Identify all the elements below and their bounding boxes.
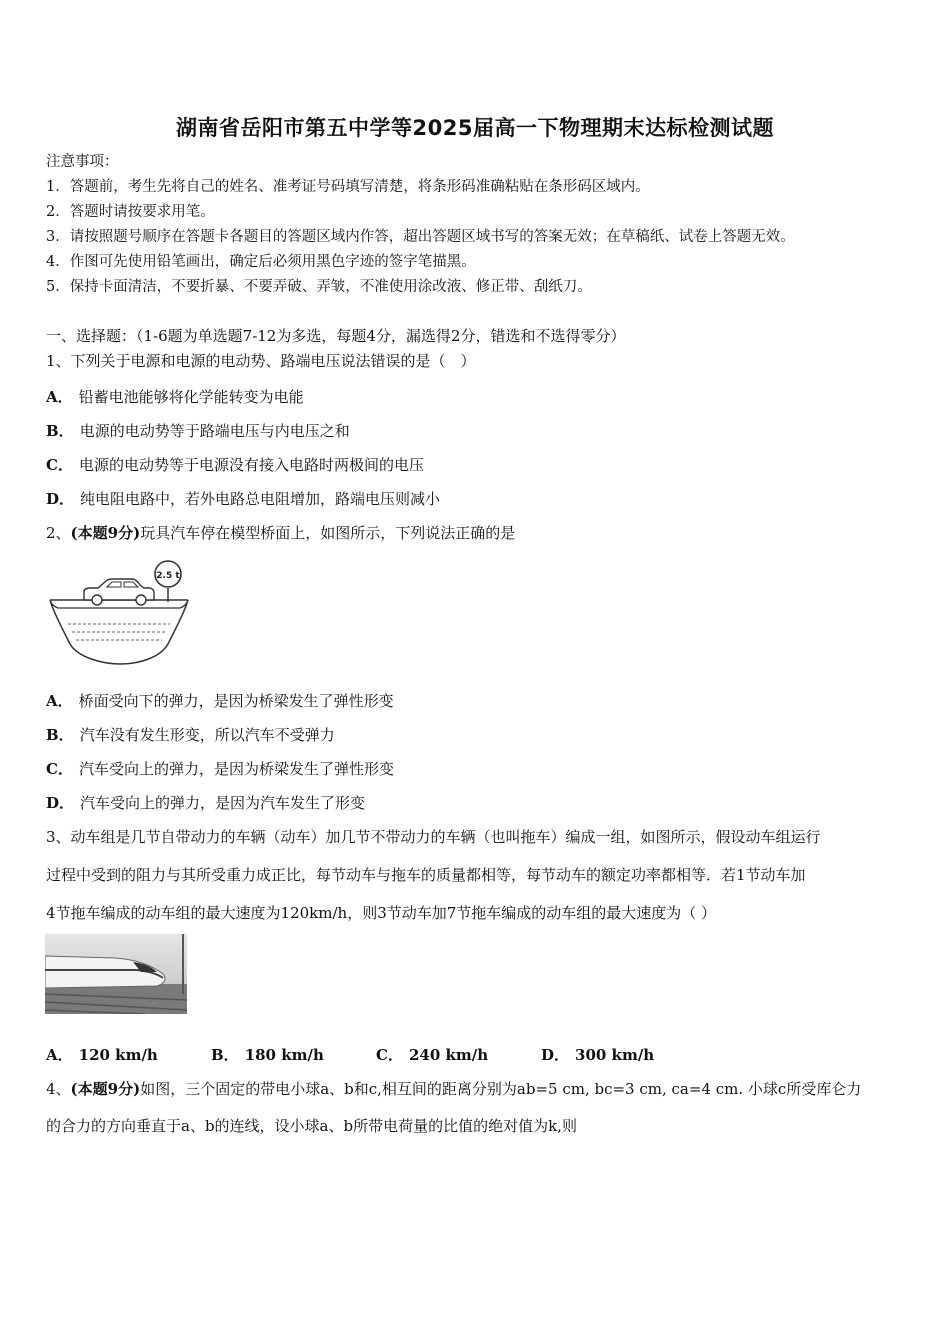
option-text: 铅蓄电池能够将化学能转变为电能 [78,388,304,406]
question-1-stem: 1、下列关于电源和电源的电动势、路端电压说法错误的是（ ） [46,352,476,370]
bridge-car-figure [44,558,194,670]
q3-options-row [46,1045,706,1065]
page-title: 湖南省岳阳市第五中学等2025届高一下物理期末达标检测试题 [176,116,774,140]
q1-option-d [46,489,440,509]
question-3-stem-line: 过程中受到的阻力与其所受重力成正比，每节动车与拖车的质量都相等，每节动车的额定功率都相等．若1节动车加 [46,866,806,884]
q1-option-b [46,421,350,441]
question-text: 如图，三个固定的带电小球a、b和c,相互间的距离分别为ab=5 cm, bc=3 cm, ca=4 cm. 小球c所受库仑力 [140,1080,862,1098]
option-label: C． [376,1046,403,1064]
q1-option-c [46,455,424,475]
option-text: 纯电阻电路中，若外电路总电阻增加，路端电压则减小 [80,490,441,508]
option-label: A． [46,1046,73,1064]
question-2-stem [46,523,515,543]
option-label: D． [46,490,75,508]
notice-heading: 注意事项： [46,154,119,170]
notice-item: 2．答题时请按要求用笔。 [46,204,215,220]
option-text: 电源的电动势等于路端电压与内电压之和 [79,422,350,440]
option-text: 汽车受向上的弹力，是因为汽车发生了形变 [80,794,366,812]
option-text: 180 km/h [244,1046,324,1064]
question-text: 玩具汽车停在模型桥面上，如图所示，下列说法正确的是 [140,524,516,542]
notice-item: 4．作图可先使用铅笔画出，确定后必须用黑色字迹的签字笔描黑。 [46,254,476,270]
toy-car-icon [84,579,154,605]
q3-option-d [541,1045,706,1065]
question-4-stem-line: 的合力的方向垂直于a、b的连线，设小球a、b所带电荷量的比值的绝对值为k,则 [46,1117,577,1135]
option-text: 240 km/h [408,1046,489,1064]
option-label: C． [46,760,73,778]
option-text: 300 km/h [575,1046,655,1064]
notice-item: 3．请按照题号顺序在答题卡各题目的答题区域内作答，超出答题区域书写的答案无效；在草稿纸、试卷上答题无效。 [46,229,795,245]
q2-option-d [46,793,365,813]
option-text: 120 km/h [78,1046,158,1064]
question-3-stem-line: 4节拖车编成的动车组的最大速度为120km/h，则3节动车加7节拖车编成的动车组的最大速度为（ ） [46,904,717,922]
option-label: C． [46,456,73,474]
option-label: B． [46,726,74,744]
option-label: B． [211,1046,239,1064]
q1-option-a [46,387,304,407]
option-label: D． [541,1046,570,1064]
option-label: B． [46,422,74,440]
section-heading: 一、选择题：（1-6题为单选题7-12为多选，每题4分，漏选得2分，错选和不选得零分） [46,327,626,345]
option-text: 电源的电动势等于电源没有接入电路时两极间的电压 [78,456,424,474]
q2-option-a [46,691,394,711]
option-label: A． [46,388,73,406]
high-speed-train-photo [45,934,187,1014]
question-4-stem-line [46,1079,861,1099]
q3-option-c [376,1045,541,1065]
option-text: 桥面受向下的弹力，是因为桥梁发生了弹性形变 [78,692,394,710]
score-note: (本题9分) [70,524,141,542]
weight-sign-label: 2.5 t [156,571,180,581]
option-text: 汽车没有发生形变，所以汽车不受弹力 [79,726,335,744]
q3-option-b [211,1045,376,1065]
question-number: 2、 [46,524,71,542]
q2-option-b [46,725,335,745]
option-label: D． [46,794,75,812]
option-label: A． [46,692,73,710]
question-3-stem-line: 3、动车组是几节自带动力的车辆（动车）加几节不带动力的车辆（也叫拖车）编成一组，如图所示，假设动车组运行 [46,828,821,846]
score-note: (本题9分) [70,1080,141,1098]
notice-item: 5．保持卡面清洁，不要折暴、不要弄破、弄皱，不准使用涂改液、修正带、刮纸刀。 [46,279,592,295]
question-number: 4、 [46,1080,71,1098]
option-text: 汽车受向上的弹力，是因为桥梁发生了弹性形变 [78,760,394,778]
notice-item: 1．答题前，考生先将自己的姓名、准考证号码填写清楚，将条形码准确粘贴在条形码区域内。 [46,179,650,195]
q2-option-c [46,759,394,779]
q3-option-a [46,1045,211,1065]
